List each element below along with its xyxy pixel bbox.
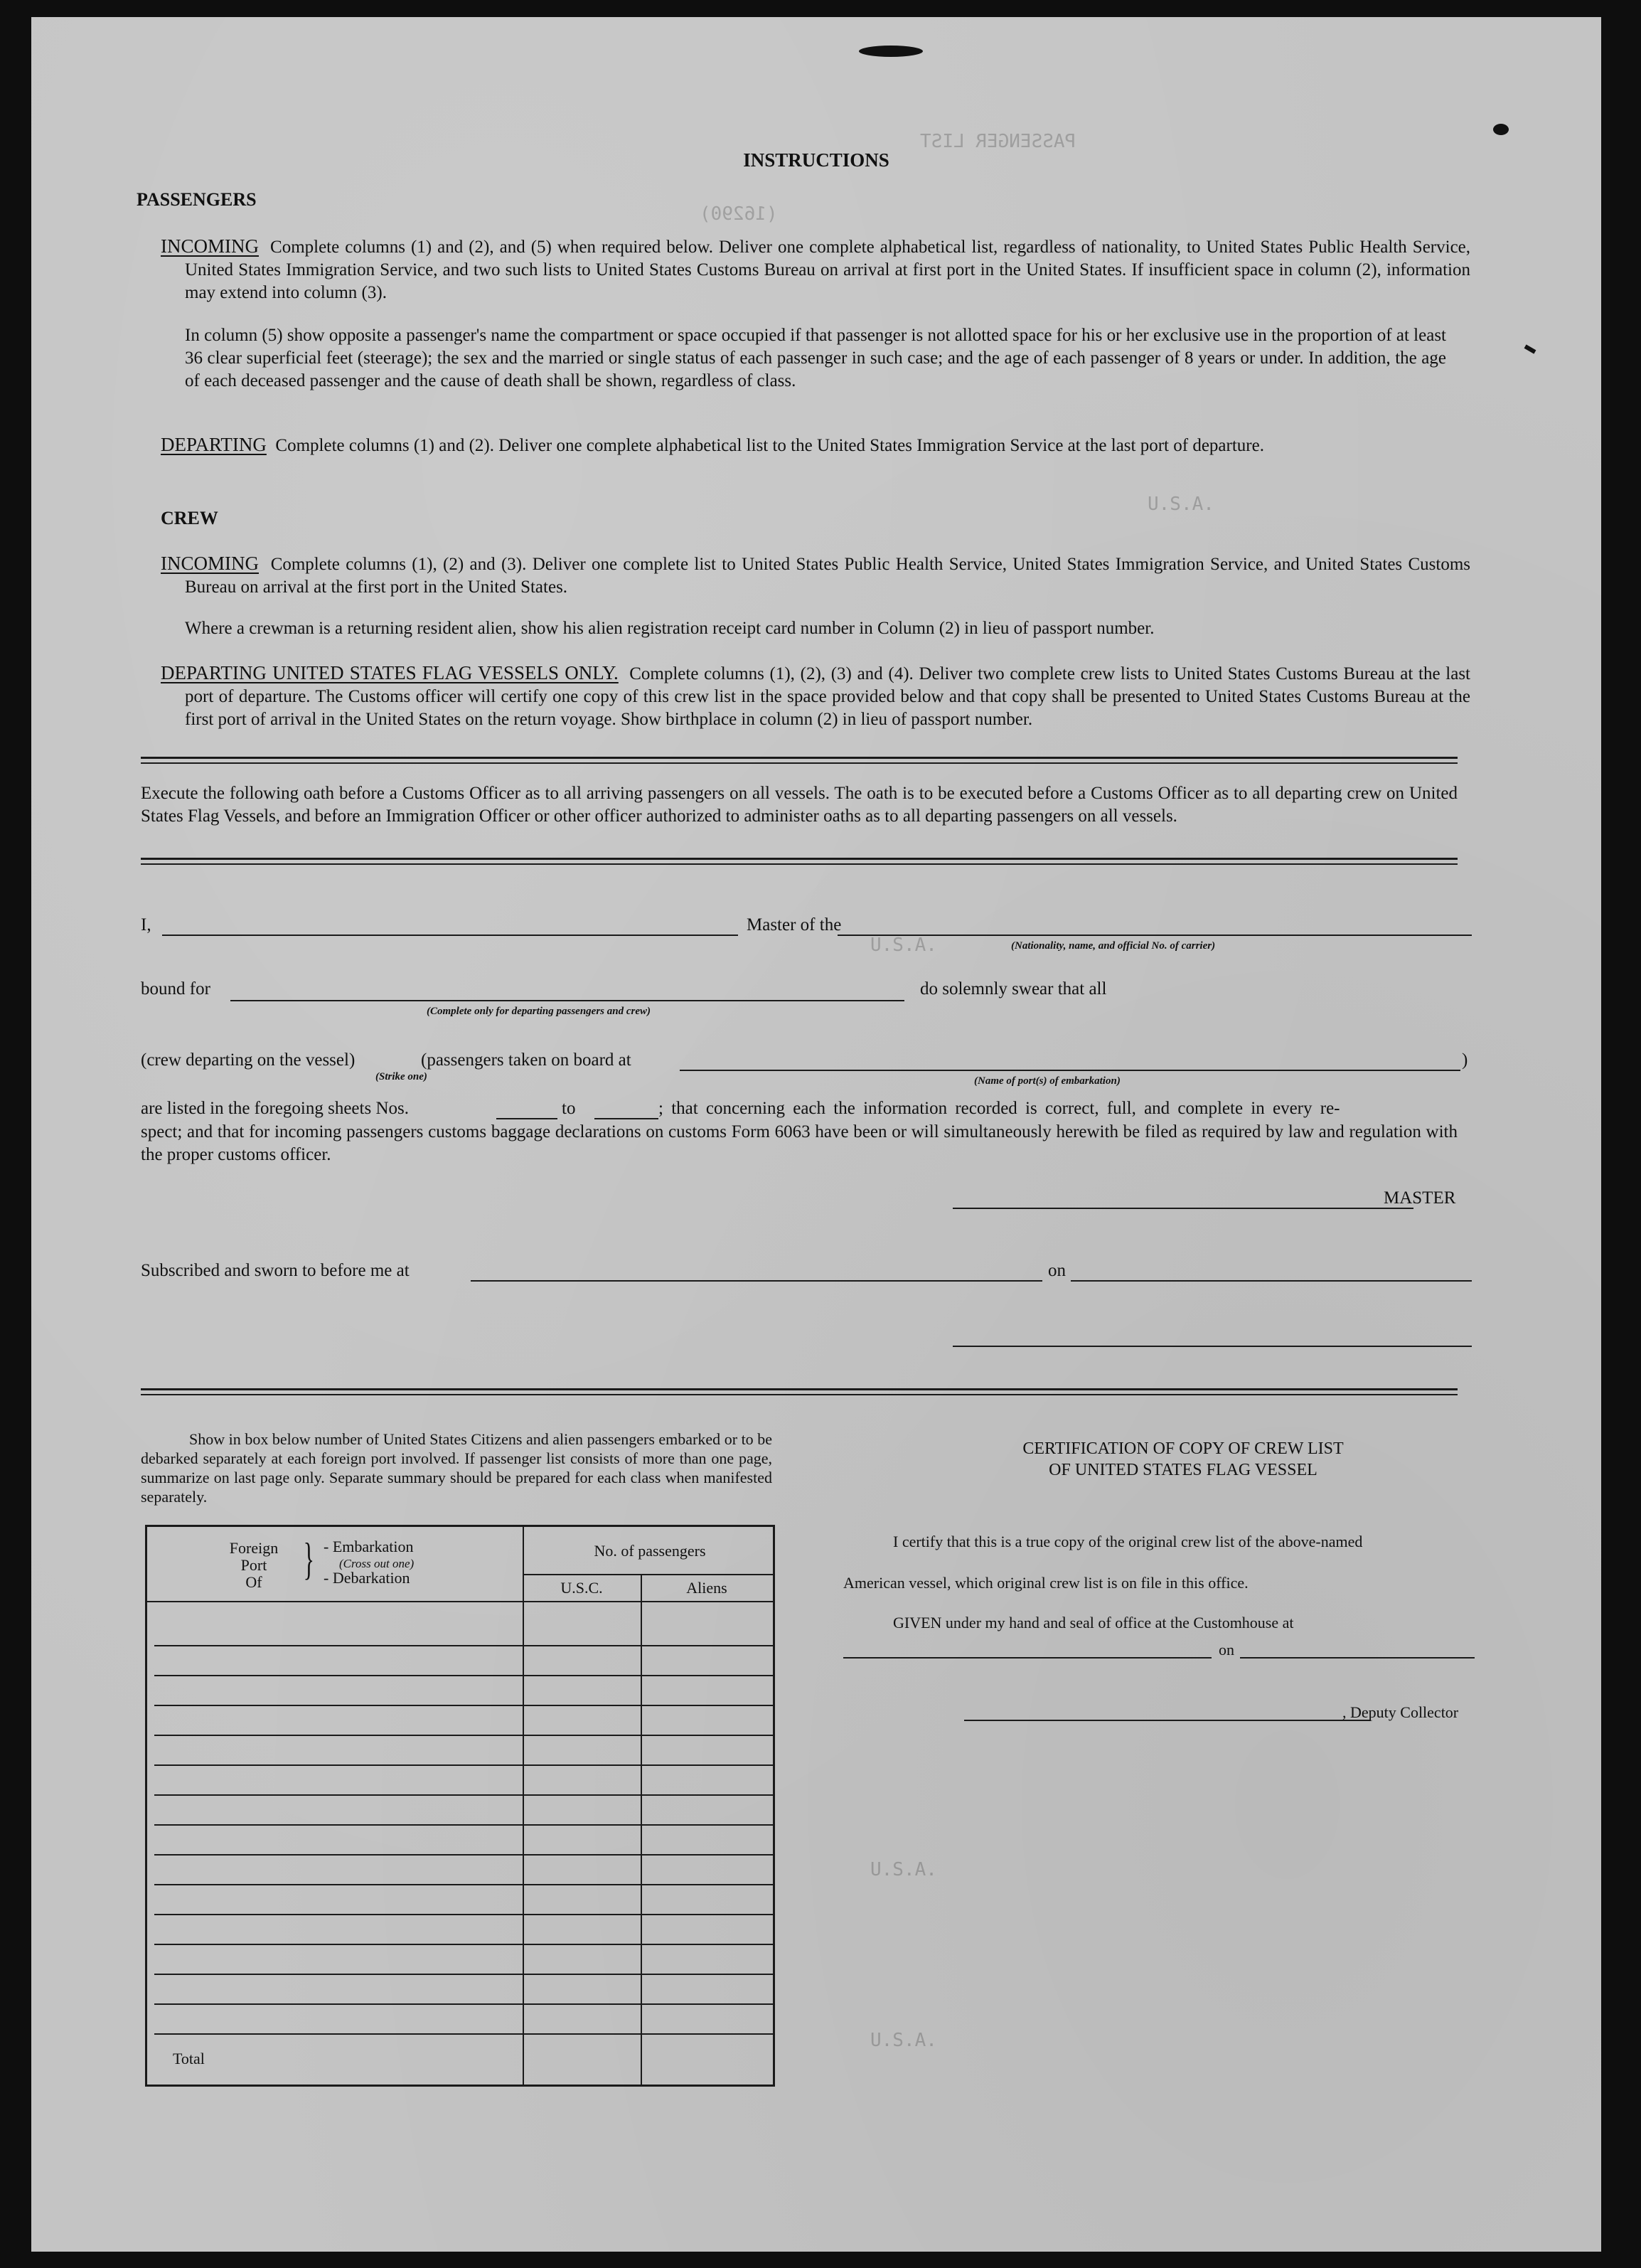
brace-icon: } (303, 1533, 315, 1584)
divider (141, 1388, 1458, 1390)
crew-incoming-paragraph (161, 552, 1470, 599)
deputy-signature-field[interactable] (964, 1720, 1371, 1721)
bleed-through-text: PASSENGER LIST (920, 131, 1076, 152)
certification-title-2: OF UNITED STATES FLAG VESSEL (1049, 1461, 1317, 1479)
table-row (154, 1675, 773, 1676)
table-row (154, 1884, 773, 1885)
cross-out-caption: (Cross out one) (339, 1557, 415, 1570)
table-row (154, 1764, 773, 1766)
crew-departing-text: Complete columns (1), (2), (3) and (4). Deliver two complete crew lists to United States Customs Bureau at the last port of departure. The Customs officer will certify one copy of this crew list in the space provided below and that copy shall be presented to United States Customs Bureau at the first port of arrival in the United States on the return voyage. Show birthplace in column (2) in lieu of passport number. (185, 664, 1471, 729)
bound-for-field[interactable] (230, 1000, 904, 1001)
certification-line-2: American vessel, which original crew list is on file in this office. (843, 1574, 1249, 1592)
subscribed-on-label: on (1048, 1261, 1066, 1280)
oath-intro: Execute the following oath before a Customs Officer as to all arriving passengers on all vessels. The oath is to be executed before a Customs Officer as to all departing crew on United States Flag Vessels, and before an Immigration Officer or other officer authorized to administer oaths as to all departing passengers on all vessels. (141, 784, 1458, 826)
page-title: INSTRUCTIONS (743, 149, 889, 171)
foreign-port-label (218, 1540, 289, 1591)
embarkation-option: - Embarkation (324, 1538, 414, 1555)
certification-title-1: CERTIFICATION OF COPY OF CREW LIST (1022, 1439, 1344, 1458)
table-row-line (147, 1601, 773, 1602)
divider (141, 863, 1458, 865)
bleed-through-text: U.S.A. (1148, 494, 1214, 515)
summary-instructions: Show in box below number of United States Citizens and alien passengers embarked or to be debarked separately at each foreign port involved. If passenger list consists of more than one page, summarize on last page only. Separate summary should be prepared for each class when manifested separately. (141, 1430, 772, 1506)
table-column-line (523, 1527, 524, 2085)
listed-label: are listed in the foregoing sheets Nos. (141, 1099, 409, 1118)
officer-signature-field[interactable] (953, 1346, 1472, 1347)
bleed-through-text: U.S.A. (870, 2030, 937, 2051)
master-of-the-label: Master of the (747, 915, 842, 935)
carrier-field[interactable] (838, 935, 1472, 936)
nationality-caption: (Nationality, name, and official No. of carrier) (1011, 940, 1216, 952)
table-row (154, 1735, 773, 1736)
subscribed-date-field[interactable] (1071, 1280, 1472, 1282)
total-label: Total (173, 2050, 205, 2067)
scan-mark (1524, 344, 1536, 353)
close-paren: ) (1462, 1050, 1468, 1070)
master-name-field[interactable] (162, 935, 738, 936)
embarkation-ports-field[interactable] (680, 1070, 1460, 1071)
crew-heading: CREW (161, 508, 218, 528)
sheet-from-field[interactable] (496, 1118, 557, 1119)
ports-caption: (Name of port(s) of embarkation) (974, 1075, 1121, 1087)
form-sheet (31, 17, 1601, 2252)
bleed-through-text: (16290) (700, 203, 778, 225)
table-row (154, 1974, 773, 1975)
debarkation-option: - Debarkation (324, 1569, 410, 1587)
table-row (154, 1794, 773, 1796)
passengers-incoming-text: Complete columns (1) and (2), and (5) when required below. Deliver one complete alphabetical list, regardless of nationality, to United States Public Health Service, United States Immigration Service, and two such lists to United States Customs Bureau on arrival at first port in the United States. If insufficient space in column (2), information may extend into column (3). (185, 238, 1471, 302)
passengers-departing-label: DEPARTING (161, 434, 267, 455)
crew-resident-paragraph: Where a crewman is a returning resident alien, show his alien registration receipt card number in Column (2) in lieu of passport number. (185, 619, 1155, 638)
scan-mark (1493, 124, 1509, 135)
passengers-heading: PASSENGERS (137, 189, 257, 210)
no-passengers-header: No. of passengers (594, 1542, 706, 1560)
oath-i-label: I, (141, 915, 151, 935)
passenger-summary-table (145, 1525, 775, 2087)
swear-label: do solemnly swear that all (920, 979, 1107, 999)
divider (141, 858, 1458, 860)
crew-incoming-text: Complete columns (1), (2) and (3). Deliver one complete list to United States Public Health Service, United States Immigration Service, and United States Customs Bureau on arrival at the first port in the United States. (185, 555, 1471, 597)
divider (141, 1394, 1458, 1395)
bleed-through-text: U.S.A. (870, 1859, 937, 1880)
table-row (154, 1854, 773, 1856)
passengers-taken-option: (passengers taken on board at (421, 1050, 631, 1070)
crew-departing-label: DEPARTING UNITED STATES FLAG VESSELS ONLY. (161, 662, 619, 683)
listed-continuation: ; that concerning each the information recorded is correct, full, and complete in every re- (658, 1099, 1340, 1118)
port-label: Port (240, 1556, 267, 1574)
table-row (154, 1645, 773, 1646)
certification-on-label: on (1219, 1641, 1234, 1659)
usc-header: U.S.C. (560, 1579, 603, 1597)
table-row-line (523, 1574, 773, 1575)
passengers-column5-paragraph: In column (5) show opposite a passenger's name the compartment or space occupied if that passenger is not allotted space for his or her exclusive use in the proportion of at least 36 clear superficial feet (steerage); the sex and the married or single status of each passenger in such case; and the age of each passenger of 8 years or under. In addition, the age of each deceased passenger and the cause of death shall be shown, regardless of class. (185, 326, 1446, 390)
subscribed-place-field[interactable] (471, 1280, 1042, 1282)
table-row (154, 1944, 773, 1945)
crew-departing-option: (crew departing on the vessel) (141, 1050, 356, 1070)
foreign-label: Foreign (229, 1539, 279, 1557)
deputy-collector-label: , Deputy Collector (1342, 1703, 1459, 1721)
table-column-line (641, 1574, 642, 2085)
customhouse-field[interactable] (843, 1657, 1212, 1659)
listed-to-label: to (562, 1099, 576, 1118)
scan-mark (859, 46, 923, 57)
listed-rest: spect; and that for incoming passengers customs baggage declarations on customs Form 6063 have been or will simultaneously herewith be filed as required by law and regulation with the proper customs officer. (141, 1122, 1458, 1164)
of-label: Of (245, 1573, 262, 1591)
table-row (154, 1705, 773, 1706)
certification-given: GIVEN under my hand and seal of office at the Customhouse at (893, 1614, 1294, 1631)
table-row (154, 2033, 773, 2035)
passengers-incoming-label: INCOMING (161, 235, 259, 257)
subscribed-label: Subscribed and sworn to before me at (141, 1261, 410, 1280)
master-signature-field[interactable] (953, 1208, 1413, 1209)
bound-for-label: bound for (141, 979, 210, 999)
certification-line-1: I certify that this is a true copy of the original crew list of the above-named (893, 1533, 1363, 1550)
bound-for-caption: (Complete only for departing passengers and crew) (427, 1006, 651, 1017)
divider (141, 757, 1458, 759)
certification-date-field[interactable] (1240, 1657, 1475, 1659)
master-label: MASTER (1384, 1188, 1456, 1208)
passengers-departing-paragraph (161, 433, 1470, 457)
passengers-departing-text: Complete columns (1) and (2). Deliver one complete alphabetical list to the United States Immigration Service at the last port of departure. (275, 436, 1264, 455)
sheet-to-field[interactable] (594, 1118, 658, 1119)
divider (141, 762, 1458, 764)
strike-one-caption: (Strike one) (375, 1071, 427, 1082)
aliens-header: Aliens (686, 1579, 727, 1597)
bleed-through-text: U.S.A. (870, 935, 937, 956)
passengers-incoming-paragraph (161, 235, 1470, 304)
crew-departing-paragraph (161, 661, 1470, 731)
table-row (154, 2003, 773, 2005)
table-row (154, 1824, 773, 1826)
crew-incoming-label: INCOMING (161, 553, 259, 574)
table-row (154, 1914, 773, 1915)
